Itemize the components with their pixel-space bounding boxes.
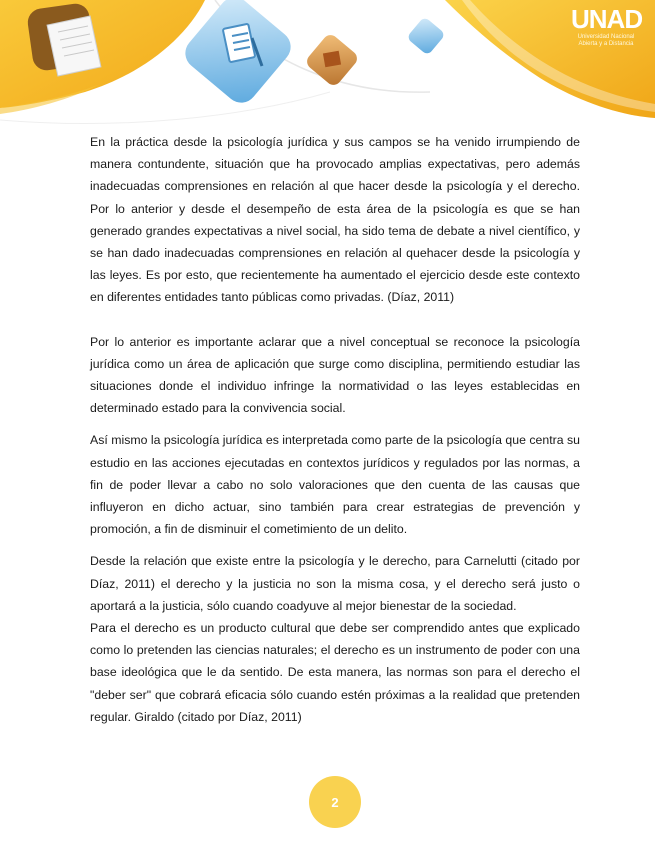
unad-logo	[571, 4, 641, 64]
paragraph-3: Así mismo la psicología jurídica es interpretada como parte de la psicología que centra su estudio en las acciones ejecutadas en contextos jurídicos y regulados por las normas, a fin de poder llevar a cabo no solo valoraciones que den cuenta de las causas que influyeron en dicho actuar, sino también para crear estrategias de prevención y promoción, a fin de disminuir el cometimiento de un delito.	[90, 433, 580, 537]
paragraph-4: Desde la relación que existe entre la psicología y le derecho, para Carnelutti (citado por Díaz, 2011) el derecho y la justicia no son la misma cosa, y el derecho será justo o aportará a la justicia, sólo cuando coadyuve al mejor bienestar de la sociedad.	[90, 554, 580, 613]
paragraph-1: En la práctica desde la psicología jurídica y sus campos se ha venido irrumpiendo de manera contundente, situación que ha provocado amplias expectativas, pero además inadecuadas comprensiones en relación al que hacer desde la psicología y el derecho. Por lo anterior y desde el desempeño de esta área de la psicología es que se han generado grandes expectativas a nivel social, ha sido tema de debate a nivel científico, y se han dado inadecuadas comprensiones en relación al quehacer desde la psicología y las leyes. Es por esto, que recientemente ha aumentado el ejercicio desde este contexto en diferentes entidades tanto públicas como privadas. (Díaz, 2011)	[90, 135, 580, 305]
logo-wordmark: UNAD	[571, 4, 643, 34]
page-number: 2	[309, 776, 361, 828]
paragraph-5: Para el derecho es un producto cultural que debe ser comprendido antes que explicado como lo pretenden las ciencias naturales; el derecho es un instrumento de poder con una base ideológica que le da sentido. De esta manera, las normas son para el derecho el "deber ser" que cobrará eficacia sólo cuando estén próximas a la realidad que pretenden regular. Giraldo (citado por Díaz, 2011)	[90, 621, 580, 724]
logo-subtitle-line2: Abierta y a Distancia	[578, 41, 634, 47]
paragraph-2: Por lo anterior es importante aclarar que a nivel conceptual se reconoce la psicología jurídica como un área de aplicación que surge como disciplina, permitiendo estudiar las situaciones donde el individuo infringe la normatividad o las leyes establecidas en determinado estado para la convivencia social.	[90, 334, 580, 416]
document-body	[90, 131, 580, 728]
book-icon	[304, 32, 360, 88]
header-decoration	[0, 0, 655, 140]
logo-subtitle-line1: Universidad Nacional	[577, 34, 635, 40]
blue-diamond-icon	[406, 16, 445, 55]
clipboard-icon	[179, 0, 297, 109]
